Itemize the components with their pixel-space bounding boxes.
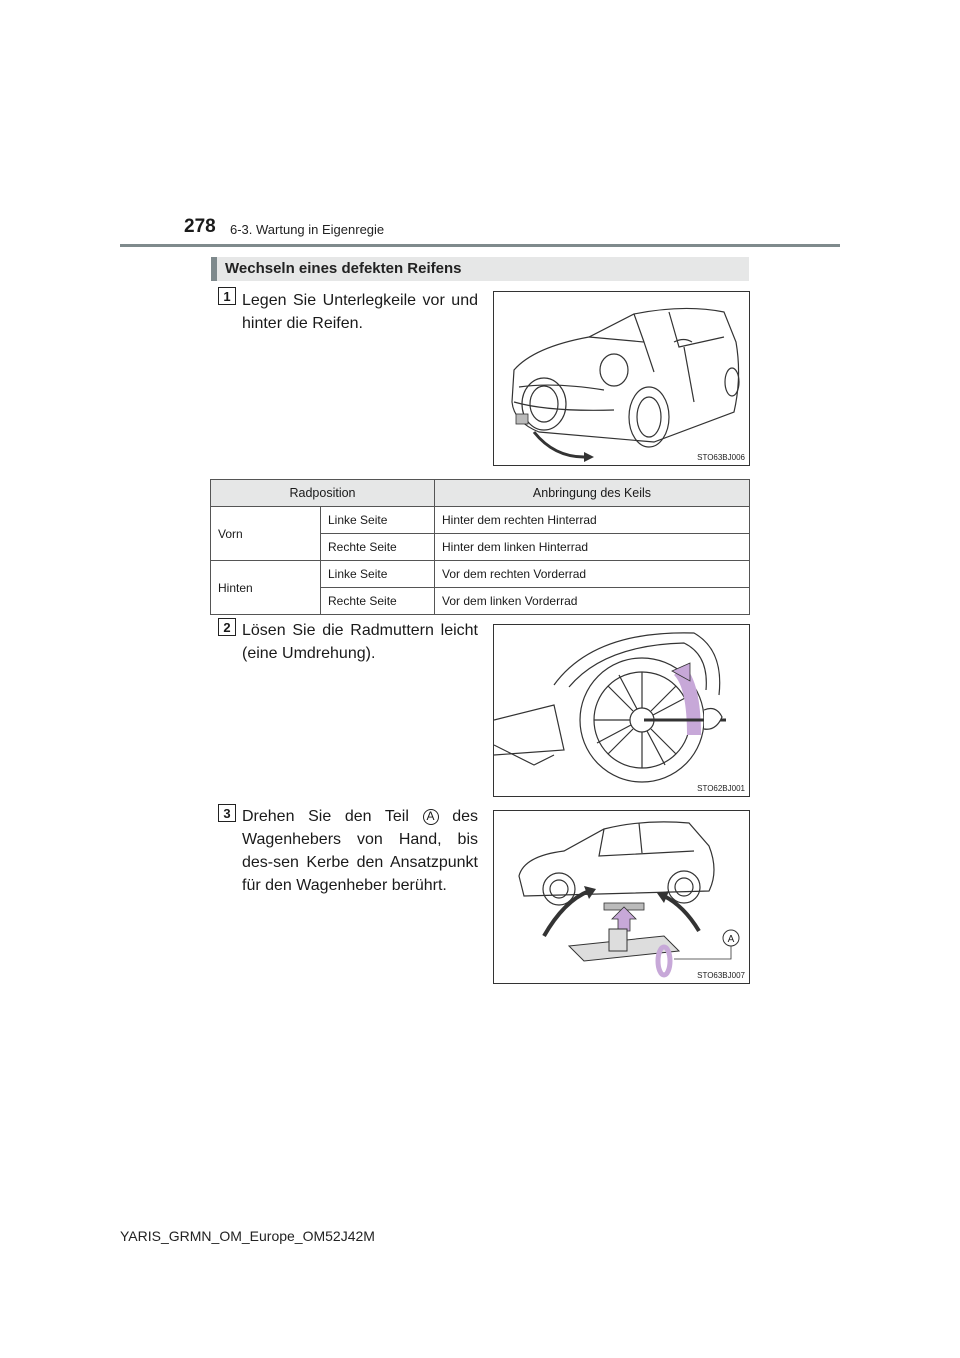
step-1-number: 1 bbox=[218, 287, 236, 305]
figure-car-wheel-chocks bbox=[493, 291, 750, 466]
table-cell-placement: Vor dem rechten Vorderrad bbox=[435, 561, 750, 588]
table-row bbox=[211, 507, 750, 534]
table-cell-placement: Hinter dem linken Hinterrad bbox=[435, 534, 750, 561]
figure-loosen-wheel-nuts bbox=[493, 624, 750, 797]
section-title-box bbox=[211, 257, 749, 281]
section-accent-bar bbox=[211, 257, 217, 281]
callout-a-label: A bbox=[423, 809, 439, 825]
table-header-row bbox=[211, 480, 750, 507]
figure-code: STO62BJ001 bbox=[697, 784, 745, 793]
table-cell-position: Hinten bbox=[211, 561, 321, 615]
wheel-wrench-illustration bbox=[494, 625, 749, 796]
wedge-position-table bbox=[210, 479, 750, 615]
table-cell-side: Rechte Seite bbox=[321, 588, 435, 615]
step-2-number: 2 bbox=[218, 618, 236, 636]
table-header-cell: Radposition bbox=[211, 480, 435, 507]
document-footer: YARIS_GRMN_OM_Europe_OM52J42M bbox=[120, 1228, 375, 1244]
step-1-text: Legen Sie Unterlegkeile vor und hinter die Reifen. bbox=[242, 292, 478, 332]
figure-code: STO63BJ007 bbox=[697, 971, 745, 980]
table-header-cell: Anbringung des Keils bbox=[435, 480, 750, 507]
table-cell-side: Linke Seite bbox=[321, 561, 435, 588]
table-cell-position: Vorn bbox=[211, 507, 321, 561]
section-title: Wechseln eines defekten Reifens bbox=[225, 260, 462, 277]
page-number: 278 bbox=[184, 216, 216, 237]
figure-callout-a: A bbox=[727, 934, 735, 945]
table-cell-side: Rechte Seite bbox=[321, 534, 435, 561]
step-3-number: 3 bbox=[218, 804, 236, 822]
step-3-text-before: Drehen Sie den Teil bbox=[242, 808, 409, 825]
step-2-text: Lösen Sie die Radmuttern leicht (eine Umdrehung). bbox=[242, 622, 478, 662]
figure-jack-adjust bbox=[493, 810, 750, 984]
table-cell-placement: Hinter dem rechten Hinterrad bbox=[435, 507, 750, 534]
table-row bbox=[211, 561, 750, 588]
header-divider bbox=[120, 244, 840, 247]
table-cell-side: Linke Seite bbox=[321, 507, 435, 534]
car-side-jack-illustration bbox=[494, 811, 749, 983]
car-front-illustration bbox=[494, 292, 749, 465]
step-3-text-after: des Wagenhebers von Hand, bis des-sen Kerbe den Ansatzpunkt für den Wagenheber berührt. bbox=[242, 808, 478, 894]
step-3-text bbox=[242, 805, 478, 897]
table-cell-placement: Vor dem linken Vorderrad bbox=[435, 588, 750, 615]
figure-code: STO63BJ006 bbox=[697, 453, 745, 462]
chapter-heading: 6-3. Wartung in Eigenregie bbox=[230, 222, 385, 237]
